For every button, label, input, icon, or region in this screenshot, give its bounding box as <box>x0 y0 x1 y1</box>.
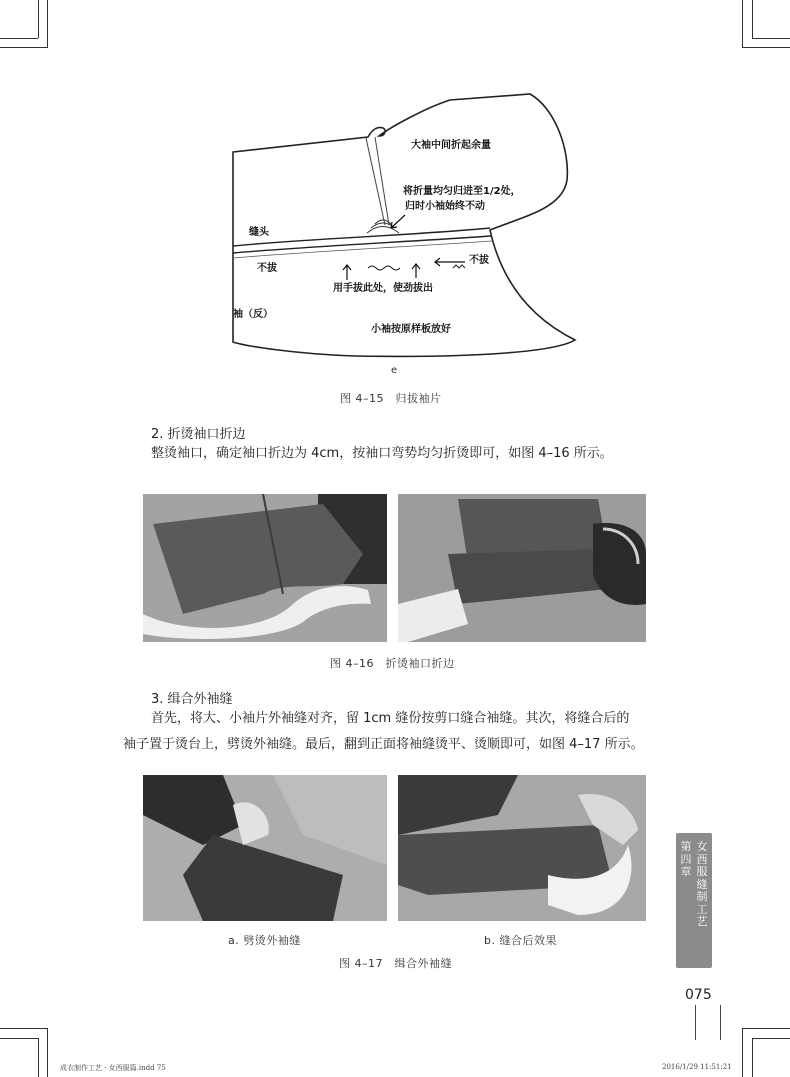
figure-caption-4-15: 图 4–15 归拔袖片 <box>340 392 442 405</box>
section-2-paragraph: 整烫袖口，确定袖口折边为 4cm，按袖口弯势均匀折烫即可，如图 4–16 所示。 <box>151 446 613 461</box>
figure-caption-4-17: 图 4–17 缉合外袖缝 <box>339 957 452 970</box>
footer-timestamp: 2016/1/29 11:51:21 <box>662 1063 732 1071</box>
crop-mark <box>742 1028 790 1029</box>
label-sleeve-reverse: 袖（反） <box>233 309 273 320</box>
label-stretch-here: 用手拔此处，使劲拔出 <box>333 283 433 294</box>
crop-mark <box>752 1038 753 1077</box>
figure-caption-4-16: 图 4–16 折烫袖口折边 <box>330 657 455 670</box>
crop-mark <box>752 38 790 39</box>
crop-mark <box>752 1038 790 1039</box>
footer-file-info: 成衣制作工艺 · 女西服篇.indd 75 <box>60 1064 166 1072</box>
sleeve-pattern-diagram <box>225 90 585 370</box>
label-no-stretch-left: 不拔 <box>257 263 277 274</box>
subfigure-letter: e <box>391 365 398 376</box>
crop-mark <box>47 1028 48 1077</box>
page-number-rule <box>695 1005 696 1040</box>
crop-mark <box>0 1028 48 1029</box>
photo-folding-cuff-right <box>398 494 646 642</box>
photo-pressing-seam <box>143 775 387 921</box>
page-number: 075 <box>685 987 712 1003</box>
section-heading-3: 3. 缉合外袖缝 <box>151 692 233 707</box>
crop-mark <box>742 47 790 48</box>
side-tab-chapter: 第四章 <box>680 840 692 878</box>
seam-line <box>233 236 491 253</box>
crop-mark <box>0 1038 38 1039</box>
crop-mark <box>47 0 48 48</box>
label-small-sleeve: 小袖按原样板放好 <box>371 324 451 335</box>
photo-seam-result <box>398 775 646 921</box>
crop-mark <box>752 0 753 38</box>
crop-mark <box>38 0 39 38</box>
label-shrink-note-2: 归时小袖始终不动 <box>405 201 485 212</box>
arrow <box>343 265 351 280</box>
arrow <box>412 264 420 278</box>
subfigure-caption-b: b. 缝合后效果 <box>484 934 557 947</box>
section-3-paragraph-line-2: 袖子置于烫台上，劈烫外袖缝。最后，翻到正面将袖缝烫平、烫顺即可，如图 4–17 所示。 <box>123 737 644 752</box>
sleeve-outline <box>233 94 575 356</box>
label-seam-head: 缝头 <box>249 227 269 238</box>
section-heading-2: 2. 折烫袖口折边 <box>151 427 246 442</box>
stretch-squiggle <box>453 265 465 268</box>
page-number-rule <box>720 1005 721 1040</box>
section-3-paragraph-line-1: 首先，将大、小袖片外袖缝对齐，留 1cm 缝份按剪口缝合袖缝。其次，将缝合后的 <box>151 711 630 726</box>
crop-mark <box>0 38 38 39</box>
crop-mark <box>0 47 48 48</box>
crop-mark <box>742 1028 743 1077</box>
crop-mark <box>38 1038 39 1077</box>
crop-mark <box>742 0 743 48</box>
arrow <box>391 215 405 228</box>
chapter-side-tab <box>676 833 712 968</box>
side-tab-title: 女西服缝制工艺 <box>696 840 708 928</box>
arrow <box>435 258 465 266</box>
photo-folding-cuff-left <box>143 494 387 642</box>
stretch-squiggle <box>368 266 400 270</box>
label-fold-allowance: 大袖中间折起余量 <box>411 140 491 151</box>
label-no-stretch-right: 不拔 <box>469 255 489 266</box>
subfigure-caption-a: a. 劈烫外袖缝 <box>228 934 301 947</box>
label-shrink-note-1: 将折量均匀归进至1/2处， <box>403 186 521 197</box>
